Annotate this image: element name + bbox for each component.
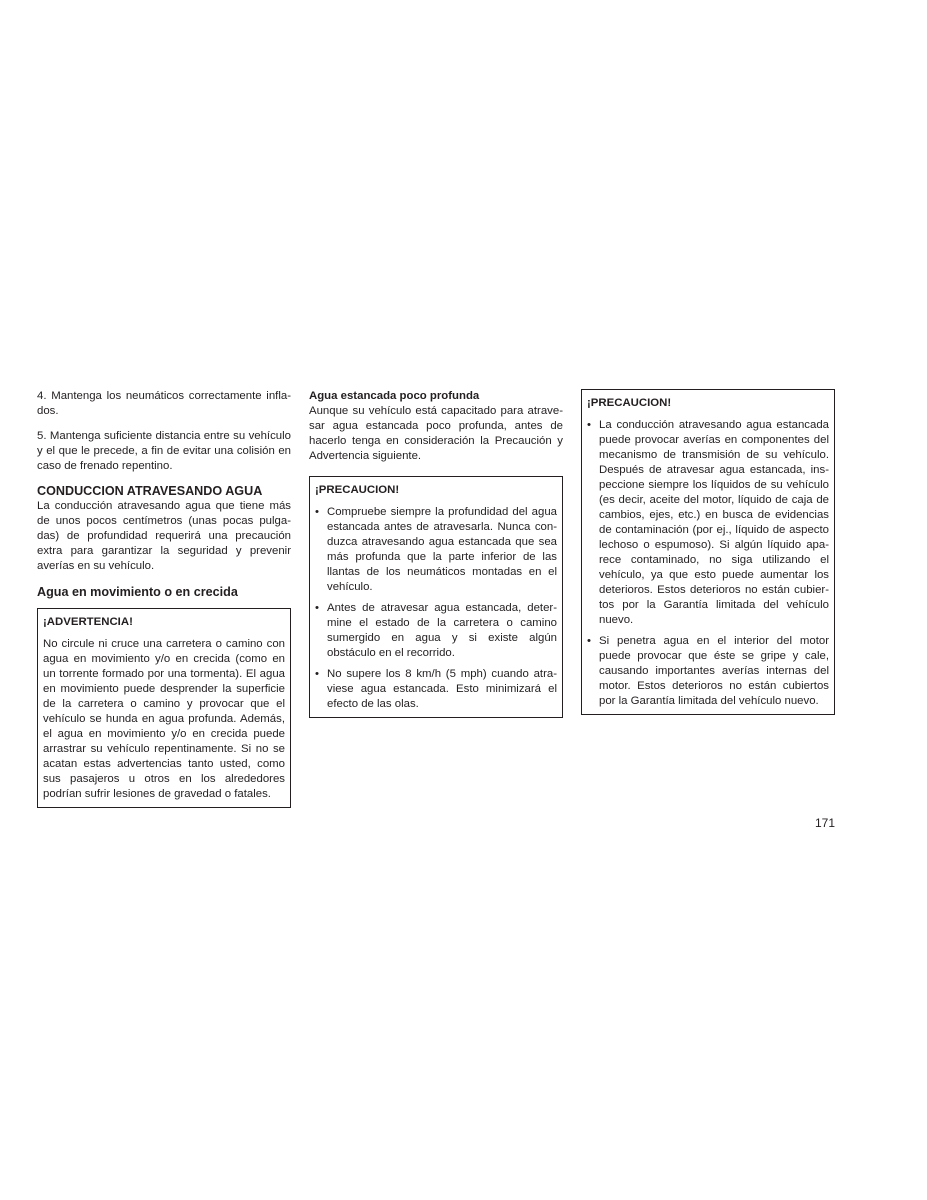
- subsection-heading: Agua en movimiento o en crecida: [37, 585, 238, 599]
- warning-box: [37, 608, 291, 808]
- caution-list: [587, 418, 829, 709]
- bullet-icon: •: [587, 419, 591, 431]
- standing-water-intro: Aunque su vehículo está capacitado para atrave-sar agua estancada poco profunda, antes de hacerlo tenga en consideración la Precaución y Advertencia siguiente.: [309, 405, 563, 462]
- bullet-icon: •: [315, 506, 319, 518]
- list-item-text: Si penetra agua en el interior del motor puede provocar que éste se gripe y cale, causando importantes averías internas del motor. Estos deterioros no están cubiertos por la Garantía limitada del vehículo nuevo.: [599, 635, 829, 707]
- caution-list: [315, 505, 557, 712]
- list-item-5: 5. Mantenga suficiente distancia entre su vehículo y el que le precede, a fin de evitar una colisión en caso de frenado repentino.: [37, 430, 291, 472]
- subsection-heading-standing-water: Agua estancada poco profunda: [309, 390, 480, 402]
- list-item: [315, 601, 557, 661]
- bullet-icon: •: [315, 602, 319, 614]
- list-item-text: La conducción atravesando agua estancada puede provocar averías en componentes del mecanismo de transmisión de su vehículo. Después de atravesar agua estancada, ins-peccione siempre los líquidos de su vehículo (es decir, aceite del motor, líquido de caja de cambios, ejes, etc.) en busca de evidencias de contaminación (por ej., líquido de aspecto lechoso o espumoso). Si algún líquido apa-rece contaminado, no siga utilizando el vehículo, ya que esto puede aumentar los deterioros. Estos deterioros no están cubier-tos por la Garantía limitada del vehículo nuevo.: [599, 419, 829, 626]
- bullet-icon: •: [587, 635, 591, 647]
- caution-box: [581, 389, 835, 715]
- list-item-4: 4. Mantenga los neumáticos correctamente infla-dos.: [37, 390, 291, 417]
- list-item: [315, 667, 557, 712]
- section-intro: La conducción atravesando agua que tiene más de unos pocos centímetros (unas pocas pulga-das) de profundidad requerirá una precaución extra para garantizar la seguridad y prevenir averías en su vehículo.: [37, 500, 291, 572]
- list-item: [315, 505, 557, 595]
- bullet-icon: •: [315, 668, 319, 680]
- warning-text: No circule ni cruce una carretera o camino con agua en movimiento y/o en crecida (como en un torrente formado por una tormenta). El agua en movimiento puede desprender la superficie de la carretera o camino y provocar que el vehículo se hunda en agua profunda. Además, el agua en movimiento y/o en crecida puede arrastrar su vehículo repentinamente. Si no se acatan estas advertencias tanto usted, como sus pasajeros u otros en los alrededores podrían sufrir lesiones de gravedad o fatales.: [43, 638, 285, 800]
- column-middle: [309, 389, 563, 718]
- page-number: 171: [814, 816, 835, 830]
- section-heading: CONDUCCION ATRAVESANDO AGUA: [37, 484, 263, 498]
- list-item-text: Compruebe siempre la profundidad del agua estancada antes de atravesarla. Nunca con-duzca atravesando agua estancada que sea más profunda que la parte inferior de las llantas de los neumáticos montadas en el vehículo.: [327, 506, 557, 593]
- warning-title: ¡ADVERTENCIA!: [43, 616, 133, 628]
- list-item-text: Antes de atravesar agua estancada, deter-mine el estado de la carretera o camino sumergido en agua y si existe algún obstáculo en el recorrido.: [327, 602, 557, 659]
- caution-title: ¡PRECAUCION!: [587, 397, 672, 409]
- caution-box: [309, 476, 563, 718]
- list-item: [587, 634, 829, 709]
- list-item: [587, 418, 829, 628]
- list-item-text: No supere los 8 km/h (5 mph) cuando atra-viese agua estancada. Esto minimizará el efecto de las olas.: [327, 668, 557, 710]
- column-left: [37, 389, 291, 808]
- column-right: [581, 389, 835, 715]
- caution-title: ¡PRECAUCION!: [315, 484, 400, 496]
